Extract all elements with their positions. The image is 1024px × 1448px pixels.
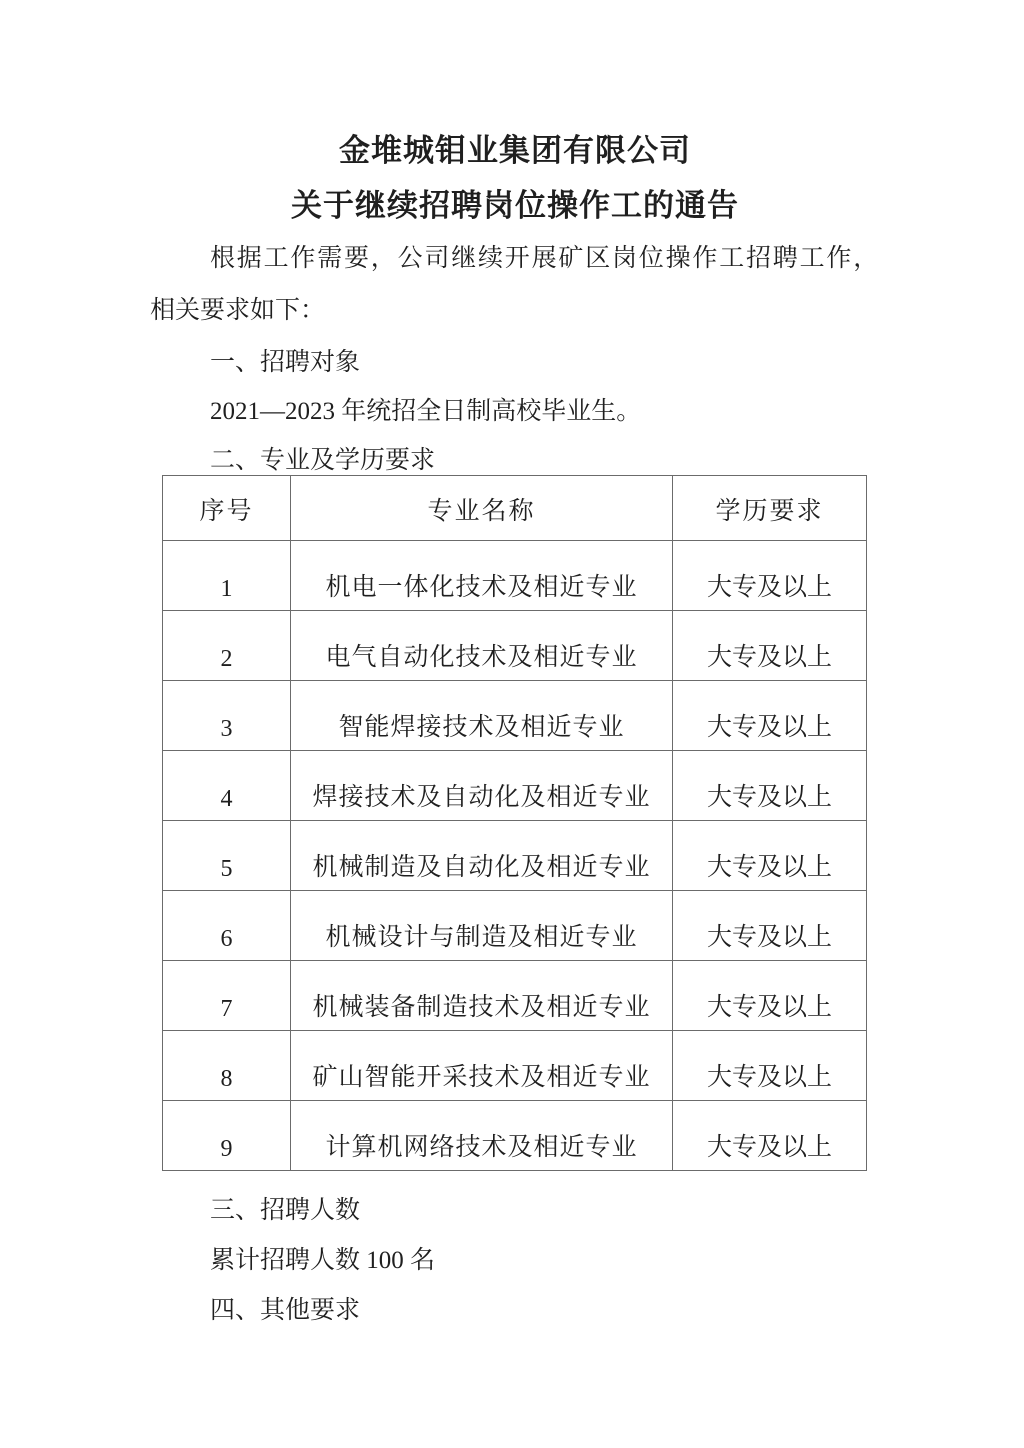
table-row	[163, 821, 867, 891]
row-major-name: 机械装备制造技术及相近专业	[291, 961, 673, 1031]
table-row	[163, 751, 867, 821]
section-3-heading: 三、招聘人数	[210, 1197, 361, 1224]
row-degree-requirement: 大专及以上	[673, 681, 867, 751]
table-row	[163, 541, 867, 611]
section-1-heading: 一、招聘对象	[210, 349, 361, 376]
section-2-heading: 二、专业及学历要求	[210, 447, 436, 474]
row-serial-no: 4	[163, 751, 291, 821]
row-degree-requirement: 大专及以上	[673, 541, 867, 611]
header-cell-serial-no: 序号	[163, 476, 291, 541]
row-serial-no: 6	[163, 891, 291, 961]
table-row	[163, 891, 867, 961]
table-row	[163, 1031, 867, 1101]
row-serial-no: 3	[163, 681, 291, 751]
row-degree-requirement: 大专及以上	[673, 1031, 867, 1101]
header-cell-degree-requirement: 学历要求	[673, 476, 867, 541]
intro-paragraph-line-1: 根据工作需要，公司继续开展矿区岗位操作工招聘工作，	[210, 245, 881, 272]
row-major-name: 机械设计与制造及相近专业	[291, 891, 673, 961]
row-degree-requirement: 大专及以上	[673, 891, 867, 961]
section-1-body: 2021—2023 年统招全日制高校毕业生。	[210, 398, 642, 425]
table-header-row	[163, 476, 867, 541]
row-major-name: 计算机网络技术及相近专业	[291, 1101, 673, 1171]
row-major-name: 焊接技术及自动化及相近专业	[291, 751, 673, 821]
document-subtitle: 关于继续招聘岗位操作工的通告	[291, 188, 739, 223]
row-major-name: 智能焊接技术及相近专业	[291, 681, 673, 751]
row-degree-requirement: 大专及以上	[673, 821, 867, 891]
row-degree-requirement: 大专及以上	[673, 1101, 867, 1171]
section-3-body: 累计招聘人数 100 名	[210, 1247, 436, 1274]
table-row	[163, 611, 867, 681]
row-serial-no: 2	[163, 611, 291, 681]
row-degree-requirement: 大专及以上	[673, 611, 867, 681]
section-4-heading: 四、其他要求	[210, 1297, 361, 1324]
header-cell-major-name: 专业名称	[291, 476, 673, 541]
row-serial-no: 7	[163, 961, 291, 1031]
row-serial-no: 8	[163, 1031, 291, 1101]
intro-paragraph-line-2: 相关要求如下：	[150, 297, 326, 324]
row-serial-no: 5	[163, 821, 291, 891]
document-title: 金堆城钼业集团有限公司	[339, 133, 691, 168]
row-degree-requirement: 大专及以上	[673, 751, 867, 821]
row-degree-requirement: 大专及以上	[673, 961, 867, 1031]
row-major-name: 机械制造及自动化及相近专业	[291, 821, 673, 891]
row-serial-no: 9	[163, 1101, 291, 1171]
majors-requirements-table	[162, 475, 867, 1171]
row-serial-no: 1	[163, 541, 291, 611]
row-major-name: 电气自动化技术及相近专业	[291, 611, 673, 681]
table-row	[163, 1101, 867, 1171]
row-major-name: 矿山智能开采技术及相近专业	[291, 1031, 673, 1101]
row-major-name: 机电一体化技术及相近专业	[291, 541, 673, 611]
table-row	[163, 961, 867, 1031]
table-row	[163, 681, 867, 751]
